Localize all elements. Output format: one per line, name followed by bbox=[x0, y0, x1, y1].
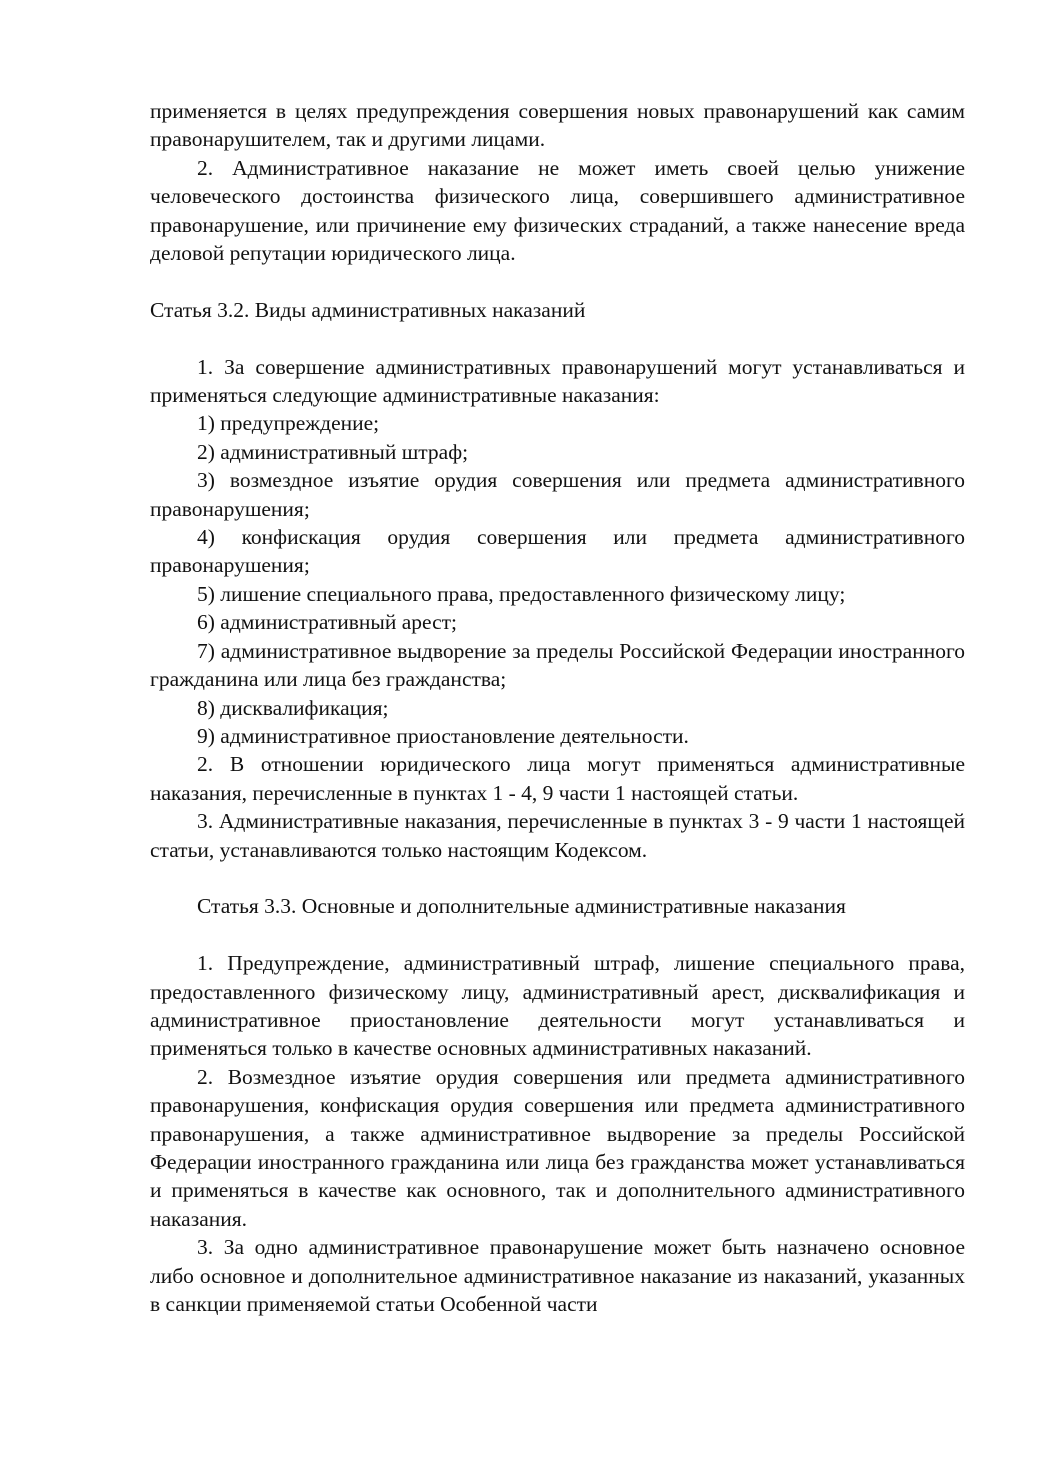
article-3-2-part-3: 3. Административные наказания, перечисленные в пунктах 3 - 9 части 1 настоящей статьи, устанавливаются только настоящим Кодексом. bbox=[150, 809, 965, 862]
article-3-2-item-8: 8) дисквалификация; bbox=[197, 695, 389, 720]
article-3-1-part-2: 2. Административное наказание не может иметь своей целью унижение человеческого достоинства физического лица, совершившего административное правонарушение, или причинение ему физических страданий, а также нанесение вреда деловой репутации юридического лица. bbox=[150, 155, 965, 266]
article-3-3-part-1: 1. Предупреждение, административный штраф, лишение специального права, предоставленного физическому лицу, административный арест, дисквалификация и административное приостановление деятельности могут устанавливаться и применяться только в качестве основных административных наказаний. bbox=[150, 951, 965, 1061]
article-3-3-part-2: 2. Возмездное изъятие орудия совершения или предмета административного правонарушения, конфискация орудия совершения или предмета административного правонарушения, а также административное выдворение за пределы Российской Федерации иностранного гражданина или лица без гражданства может устанавливаться и применяться в качестве как основного, так и дополнительного административного наказания. bbox=[150, 1064, 965, 1231]
spacer bbox=[150, 267, 965, 295]
article-3-2-item-5: 5) лишение специального права, предоставленного физическому лицу; bbox=[197, 581, 846, 606]
article-3-2-item-2: 2) административный штраф; bbox=[197, 439, 469, 464]
article-3-3-part-3: 3. За одно административное правонарушение может быть назначено основное либо основное и дополнительное административное наказание из наказаний, указанных в санкции применяемой статьи Особенной части bbox=[150, 1235, 965, 1316]
article-3-2-part-1: 1. За совершение административных правонарушений могут устанавливаться и применяться следующие административные наказания: bbox=[150, 354, 965, 408]
spacer bbox=[150, 324, 965, 352]
article-3-2-part-2: 2. В отношении юридического лица могут применяться административные наказания, перечисленные в пунктах 1 - 4, 9 части 1 настоящей статьи. bbox=[150, 752, 965, 805]
article-3-1-continuation: применяется в целях предупреждения совершения новых правонарушений как самим правонарушителем, так и другими лицами. bbox=[150, 99, 965, 152]
article-3-2-item-6: 6) административный арест; bbox=[197, 610, 457, 635]
article-3-2-item-7: 7) административное выдворение за пределы Российской Федерации иностранного гражданина или лица без гражданства; bbox=[150, 638, 965, 692]
article-3-2-item-4: 4) конфискация орудия совершения или предмета административного правонарушения; bbox=[150, 525, 965, 578]
article-3-2-item-9: 9) административное приостановление деятельности. bbox=[197, 723, 689, 748]
spacer bbox=[150, 921, 965, 949]
article-3-2-item-1: 1) предупреждение; bbox=[197, 411, 380, 436]
document-page bbox=[150, 97, 965, 1318]
spacer bbox=[150, 864, 965, 892]
article-3-2-item-3: 3) возмездное изъятие орудия совершения или предмета административного правонарушения; bbox=[150, 468, 965, 521]
article-3-2-title: Статья 3.2. Виды административных наказаний bbox=[150, 297, 586, 322]
article-3-3-title: Статья 3.3. Основные и дополнительные административные наказания bbox=[197, 894, 846, 919]
